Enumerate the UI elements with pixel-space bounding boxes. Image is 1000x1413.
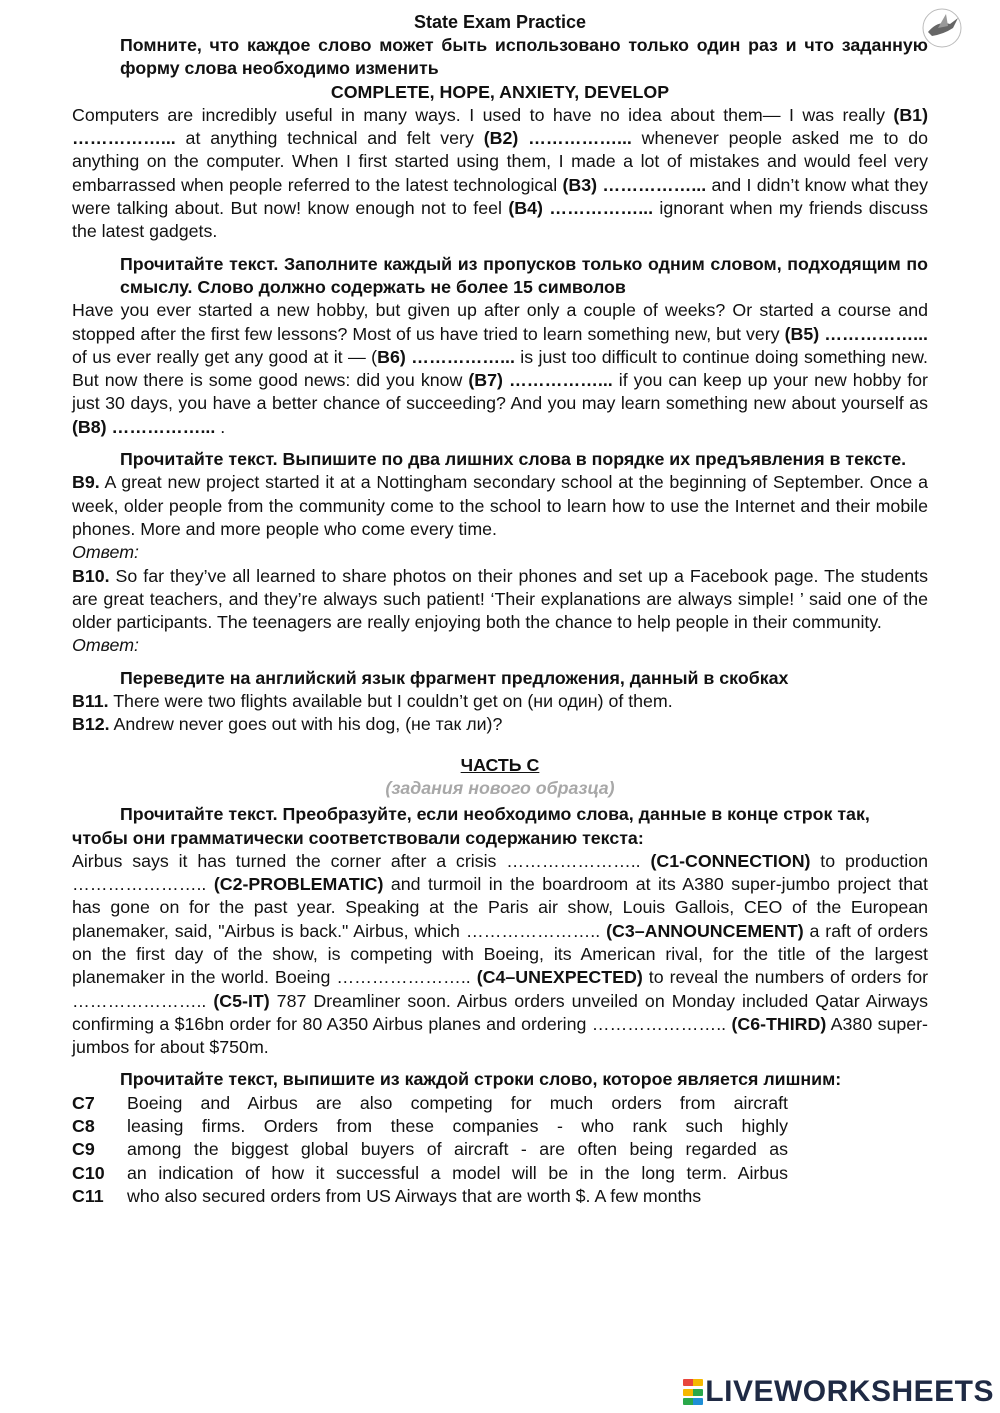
gap-b1[interactable]: ……………... (72, 128, 176, 149)
hint-c1: (C1-CONNECTION) (650, 850, 811, 871)
gap-b6[interactable]: ……………... (411, 346, 515, 367)
line-text-c9: among the biggest global buyers of aircraft - are often being regarded as (127, 1139, 788, 1160)
gap-b5[interactable]: ……………... (824, 323, 928, 344)
label-c10: C10 (72, 1162, 105, 1183)
label-c9: C9 (72, 1139, 95, 1160)
label-b10: B10. (72, 565, 110, 586)
gap-label-b1: (B1) (893, 104, 928, 125)
label-b12: B12. (72, 714, 110, 735)
instruction-b5-b8: Прочитайте текст. Заполните каждый из пропусков только одним словом, подходящим по смыслу. Слово должно содержать не более 15 символов (120, 253, 928, 297)
gap-label-b3: (B3) (562, 174, 598, 195)
hint-c2: (C2-PROBLEMATIC) (213, 874, 384, 895)
gap-label-b5: (B5) (784, 323, 820, 344)
hint-c5: (C5-IT) (213, 990, 270, 1011)
page-title: State Exam Practice (413, 12, 587, 32)
instruction-b9-b10: Прочитайте текст. Выпишите по два лишних слова в порядке их предъявления в тексте. (120, 449, 907, 470)
gap-label-b7: (B7) (468, 370, 503, 391)
label-c7: C7 (72, 1092, 95, 1113)
text-b11: B11. There were two flights available but I couldn’t get on (ни один) of them. (72, 691, 673, 712)
hint-c6: (C6-THIRD) (731, 1013, 827, 1034)
line-text-c7: Boeing and Airbus are also competing for much orders from aircraft (127, 1092, 788, 1113)
label-b11: B11. (72, 691, 109, 712)
line-c10 (72, 1162, 788, 1185)
instruction-b11-b12: Переведите на английский язык фрагмент предложения, данный в скобках (120, 667, 789, 688)
hint-c4: (C4–UNEXPECTED) (476, 967, 643, 988)
liveworksheets-logo[interactable] (683, 1375, 994, 1409)
worksheet-page (72, 10, 928, 1208)
text-c1-c6: Airbus says it has turned the corner after a crisis ………………….. (C1-CONNECTION) to production ………………….. (C2-PROBLEMATIC) and turmoil in the boardroom at its A380 super-jumbo project that has gone on for the past year. Speaking at the Paris air show, Louis Gallois, CEO of the European planemaker, said, "Airbus is back." Airbus, which ………………….. (C3–ANNOUNCEMENT) a raft of orders on the first day of the show, is competing with Boeing, its American rival, for the title of the largest planemaker in the world. Boeing ………………….. (C4–UNEXPECTED) to reveal the numbers of orders for ………………….. (C5-IT) 787 Dreamliner soon. Airbus orders unveiled on Monday included Qatar Airways confirming a $16bn order for 80 A350 Airbus planes and ordering ………………….. (C6-THIRD) A380 super-jumbos for about $750m. (72, 850, 928, 1058)
gap-b8[interactable]: ……………... (111, 416, 216, 437)
text-b12: B12. Andrew never goes out with his dog, (не так ли)? (72, 714, 503, 735)
text-b5-b8: Have you ever started a new hobby, but given up after only a couple of weeks? Or started a course and stopped after the first few lessons? Most of us have tried to learn something new, but very (B5) ……………... of us ever really get any good at it — (B6) ……………... is just too difficult to continue doing something new. But now there is some good news: did you know (B7) ……………... if you can keep up your new hobby for just 30 days, you have a better chance of succeeding? And you may learn something new about yourself as (B8) ……………... . (72, 300, 928, 437)
part-c-title: ЧАСТЬ С (460, 754, 540, 775)
gap-c5[interactable]: ………………….. (72, 990, 207, 1011)
line-text-c10: an indication of how it successful a model will be in the long term. Airbus (127, 1162, 788, 1183)
gap-c6[interactable]: ………………….. (591, 1013, 727, 1034)
gap-b2[interactable]: ……………... (528, 128, 632, 149)
gap-c3[interactable]: ………………….. (465, 920, 601, 941)
hint-c3: (C3–ANNOUNCEMENT) (606, 920, 804, 941)
extra-word-lines (72, 1092, 788, 1208)
gap-c1[interactable]: ………………….. (506, 850, 641, 871)
line-c11 (72, 1185, 788, 1208)
line-c9 (72, 1138, 788, 1161)
line-text-c11: who also secured orders from US Airways that are worth $. A few months (127, 1185, 702, 1206)
answer-b10[interactable]: Ответ: (72, 635, 139, 656)
gap-label-b6: B6) (377, 346, 406, 367)
gap-b3[interactable]: ……………... (602, 174, 707, 195)
gap-b4[interactable]: ……………... (549, 198, 654, 219)
label-b9: B9. (72, 472, 100, 493)
text-b10: B10. So far they’ve all learned to share photos on their phones and set up a Facebook page. The students are great teachers, and they’re always such patient! ‘Their explanations are always simple! ’ said one of the older participants. The teenagers are really enjoying both the chance to help people in their community. (72, 565, 928, 633)
label-c11: C11 (72, 1185, 104, 1206)
instruction-rule: Помните, что каждое слово может быть использовано только один раз и что заданную форму слова необходимо изменить (120, 35, 928, 79)
line-c7 (72, 1092, 788, 1115)
gap-label-b2: (B2) (483, 128, 519, 149)
part-c-subtitle: (задания нового образца) (385, 777, 615, 798)
label-c8: C8 (72, 1116, 95, 1137)
line-text-c8: leasing firms. Orders from these companies - who rank such highly (127, 1116, 788, 1137)
liveworksheets-mark-icon (683, 1379, 703, 1405)
gap-b7[interactable]: ……………... (509, 370, 613, 391)
text-b1-b4: Computers are incredibly useful in many ways. I used to have no idea about them— I was really (B1) ……………... at anything technical and felt very (B2) ……………... whenever people asked me to do anything on the computer. When I first started using them, I made a lot of mistakes and would feel very embarrassed when people referred to the latest technological (B3) ……………... and I didn’t know what they were talking about. But now! know enough not to feel (B4) ……………... ignorant when my friends discuss the latest gadgets. (72, 104, 928, 242)
brand-text: LIVEWORKSHEETS (705, 1375, 994, 1408)
instruction-c7-c11: Прочитайте текст, выпишите из каждой строки слово, которое является лишним: (120, 1069, 842, 1090)
gap-c2[interactable]: ………………….. (72, 874, 207, 895)
gap-label-b4: (B4) (508, 198, 543, 219)
gap-c4[interactable]: ………………….. (336, 967, 471, 988)
gap-label-b8: (B8) (72, 416, 107, 437)
instruction-c1-c6: Прочитайте текст. Преобразуйте, если необходимо слова, данные в конце строк так, чтобы они грамматически соответствовали содержанию текста: (72, 804, 870, 848)
word-bank: COMPLETE, HOPE, ANXIETY, DEVELOP (330, 81, 670, 102)
text-b9: B9. A great new project started it at a Nottingham secondary school at the beginning of September. Once a week, older people from the community come to the school to learn how to use the Internet and their mobile phones. More and more people who come every time. (72, 472, 928, 539)
answer-b9[interactable]: Ответ: (72, 542, 139, 563)
line-c8 (72, 1115, 788, 1138)
